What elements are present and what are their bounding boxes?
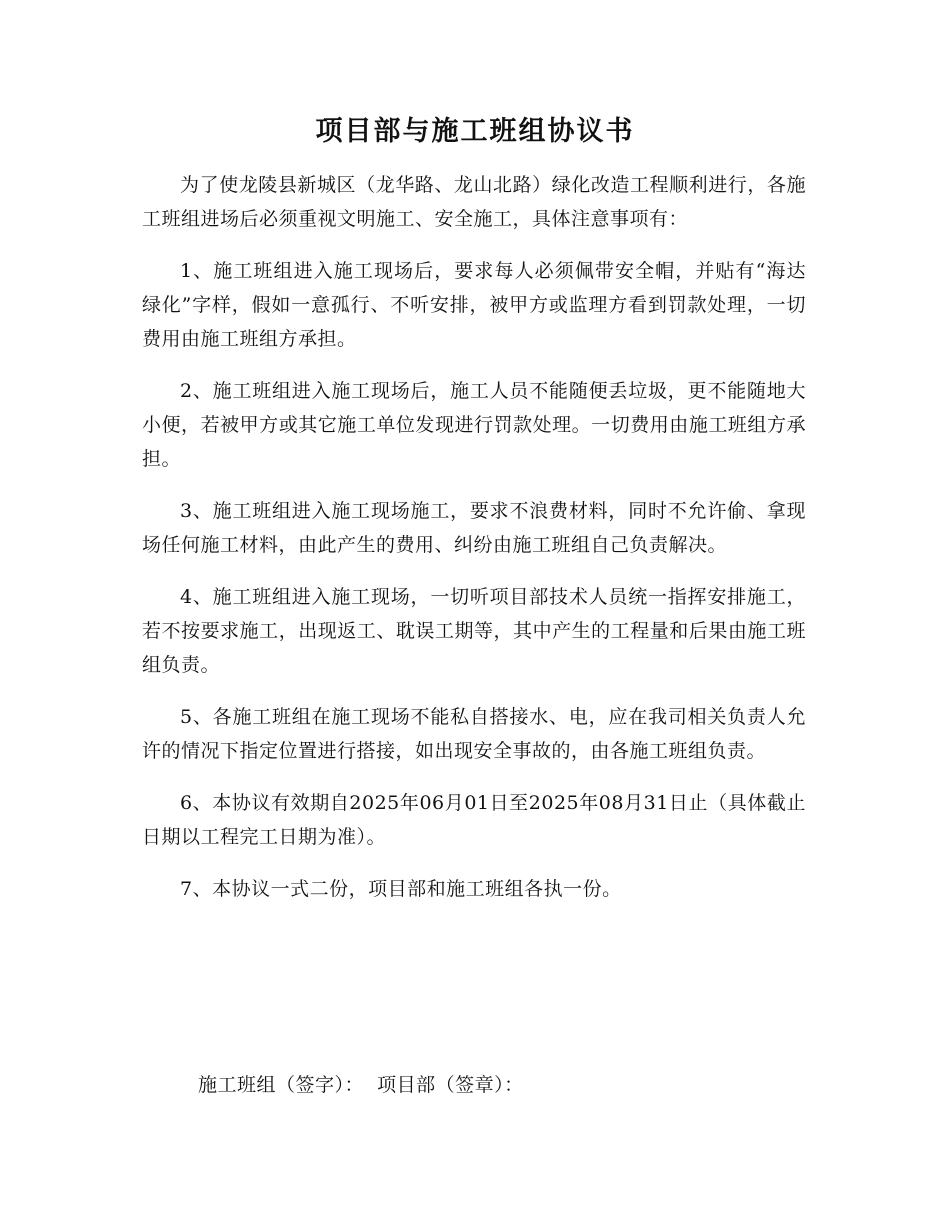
clause-5: 5、各施工班组在施工现场不能私自搭接水、电，应在我司相关负责人允许的情况下指定位置进行搭接，如出现安全事故的，由各施工班组负责。 (142, 706, 806, 762)
clause-1: 1、施工班组进入施工现场后，要求每人必须佩带安全帽，并贴有“海达绿化”字样，假如一意孤行、不听安排，被甲方或监理方看到罚款处理，一切费用由施工班组方承担。 (142, 260, 806, 350)
clause-7: 7、本协议一式二份，项目部和施工班组各执一份。 (180, 878, 622, 900)
signature-line: 施工班组（签字）： 项目部（签章）： (198, 1074, 524, 1096)
document-title: 项目部与施工班组协议书 (315, 116, 635, 147)
clause-6: 6、本协议有效期自2025年06月01日至2025年08月31日止（具体截止日期以工程完工日期为准）。 (142, 792, 806, 848)
clause-4: 4、施工班组进入施工现场，一切听项目部技术人员统一指挥安排施工，若不按要求施工，出现返工、耽误工期等，其中产生的工程量和后果由施工班组负责。 (142, 586, 806, 676)
clause-2: 2、施工班组进入施工现场后，施工人员不能随便丢垃圾，更不能随地大小便，若被甲方或其它施工单位发现进行罚款处理。一切费用由施工班组方承担。 (142, 380, 806, 470)
document-body (142, 168, 806, 924)
intro-paragraph: 为了使龙陵县新城区（龙华路、龙山北路）绿化改造工程顺利进行，各施工班组进场后必须重视文明施工、安全施工，具体注意事项有： (142, 174, 806, 230)
clause-3: 3、施工班组进入施工现场施工，要求不浪费材料，同时不允许偷、拿现场任何施工材料，由此产生的费用、纠纷由施工班组自己负责解决。 (142, 500, 806, 556)
